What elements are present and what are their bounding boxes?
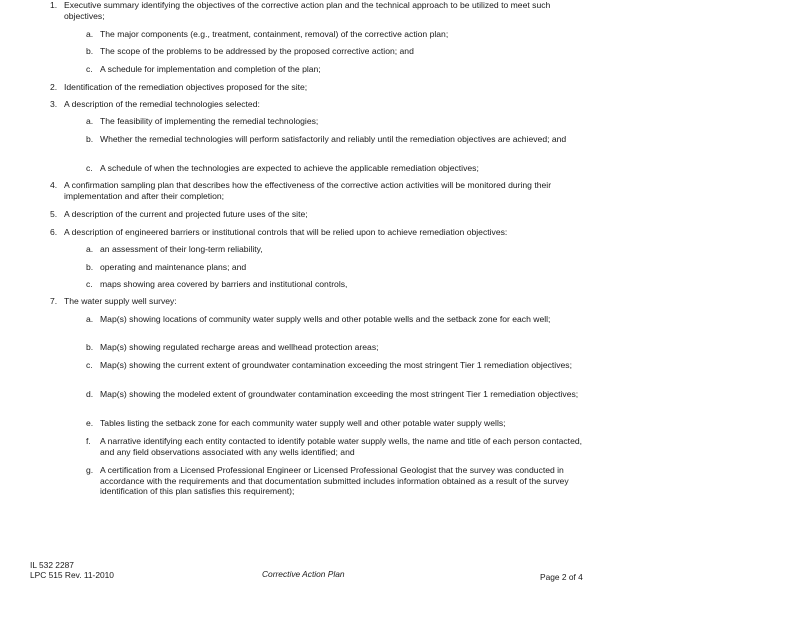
sub-item-letter: c. — [86, 360, 93, 370]
sub-item-text: Tables listing the setback zone for each community water supply well and other potable water supply wells; — [100, 418, 506, 428]
sub-item-text: maps showing area covered by barriers and institutional controls, — [100, 279, 348, 289]
footer-code: IL 532 2287 — [30, 560, 74, 570]
item-number: 5. — [50, 209, 58, 219]
sub-item-text: The feasibility of implementing the remedial technologies; — [100, 116, 319, 126]
sub-item-text: Map(s) showing the current extent of groundwater contamination exceeding the most stringent Tier 1 remediation objectives; — [100, 360, 572, 370]
item-number: 6. — [50, 227, 58, 237]
item-text: A description of engineered barriers or institutional controls that will be relied upon to achieve remediation objectives: — [64, 227, 508, 237]
sub-item-letter: b. — [86, 342, 94, 352]
item-number: 3. — [50, 99, 58, 109]
sub-item-text: A certification from a Licensed Professional Engineer or Licensed Professional Geologist that the survey was conducted in accordance with the requirements and that documentation submitted includes information obtained as a result of the survey identification of this plan satisfies this requirement); — [100, 465, 569, 496]
sub-item-letter: d. — [86, 389, 94, 399]
sub-item-letter: f. — [86, 436, 91, 446]
sub-item-text: A schedule of when the technologies are expected to achieve the applicable remediation objectives; — [100, 163, 479, 173]
item-text: The water supply well survey: — [64, 296, 177, 306]
footer-page-number: Page 2 of 4 — [540, 572, 583, 582]
sub-item-letter: e. — [86, 418, 94, 428]
item-text: A confirmation sampling plan that describes how the effectiveness of the corrective action activities will be monitored during their implementation and after their completion; — [64, 180, 552, 201]
footer-title: Corrective Action Plan — [262, 569, 345, 579]
sub-item-text: Map(s) showing regulated recharge areas and wellhead protection areas; — [100, 342, 379, 352]
sub-item-text: A schedule for implementation and completion of the plan; — [100, 64, 321, 74]
sub-item-letter: c. — [86, 163, 93, 173]
sub-item-letter: c. — [86, 64, 93, 74]
sub-item-text: Map(s) showing the modeled extent of groundwater contamination exceeding the most stringent Tier 1 remediation objectives; — [100, 389, 579, 399]
sub-item-letter: a. — [86, 244, 94, 254]
sub-item-text: Whether the remedial technologies will perform satisfactorily and reliably until the remediation objectives are achieved; and — [100, 134, 567, 144]
sub-item-letter: a. — [86, 29, 94, 39]
item-number: 7. — [50, 296, 58, 306]
sub-item-letter: g. — [86, 465, 94, 475]
sub-item-text: an assessment of their long-term reliability, — [100, 244, 263, 254]
sub-item-text: A narrative identifying each entity contacted to identify potable water supply wells, the name and title of each person contacted, and any field observations associated with any wells identified; and — [100, 436, 583, 457]
item-text: Identification of the remediation objectives proposed for the site; — [64, 82, 308, 92]
item-text: A description of the remedial technologies selected: — [64, 99, 260, 109]
item-text: A description of the current and projected future uses of the site; — [64, 209, 308, 219]
sub-item-text: Map(s) showing locations of community water supply wells and other potable wells and the setback zone for each well; — [100, 314, 551, 324]
item-number: 4. — [50, 180, 58, 190]
item-text: Executive summary identifying the objectives of the corrective action plan and the technical approach to be utilized to meet such objectives; — [64, 0, 551, 21]
sub-item-letter: a. — [86, 314, 94, 324]
sub-item-letter: b. — [86, 134, 94, 144]
sub-item-text: The scope of the problems to be addressed by the proposed corrective action; and — [100, 46, 414, 56]
item-number: 2. — [50, 82, 58, 92]
sub-item-text: The major components (e.g., treatment, containment, removal) of the corrective action plan; — [100, 29, 449, 39]
item-number: 1. — [50, 0, 58, 10]
sub-item-letter: a. — [86, 116, 94, 126]
footer-form-number: LPC 515 Rev. 11-2010 — [30, 570, 114, 580]
sub-item-text: operating and maintenance plans; and — [100, 262, 247, 272]
sub-item-letter: b. — [86, 46, 94, 56]
sub-item-letter: c. — [86, 279, 93, 289]
sub-item-letter: b. — [86, 262, 94, 272]
